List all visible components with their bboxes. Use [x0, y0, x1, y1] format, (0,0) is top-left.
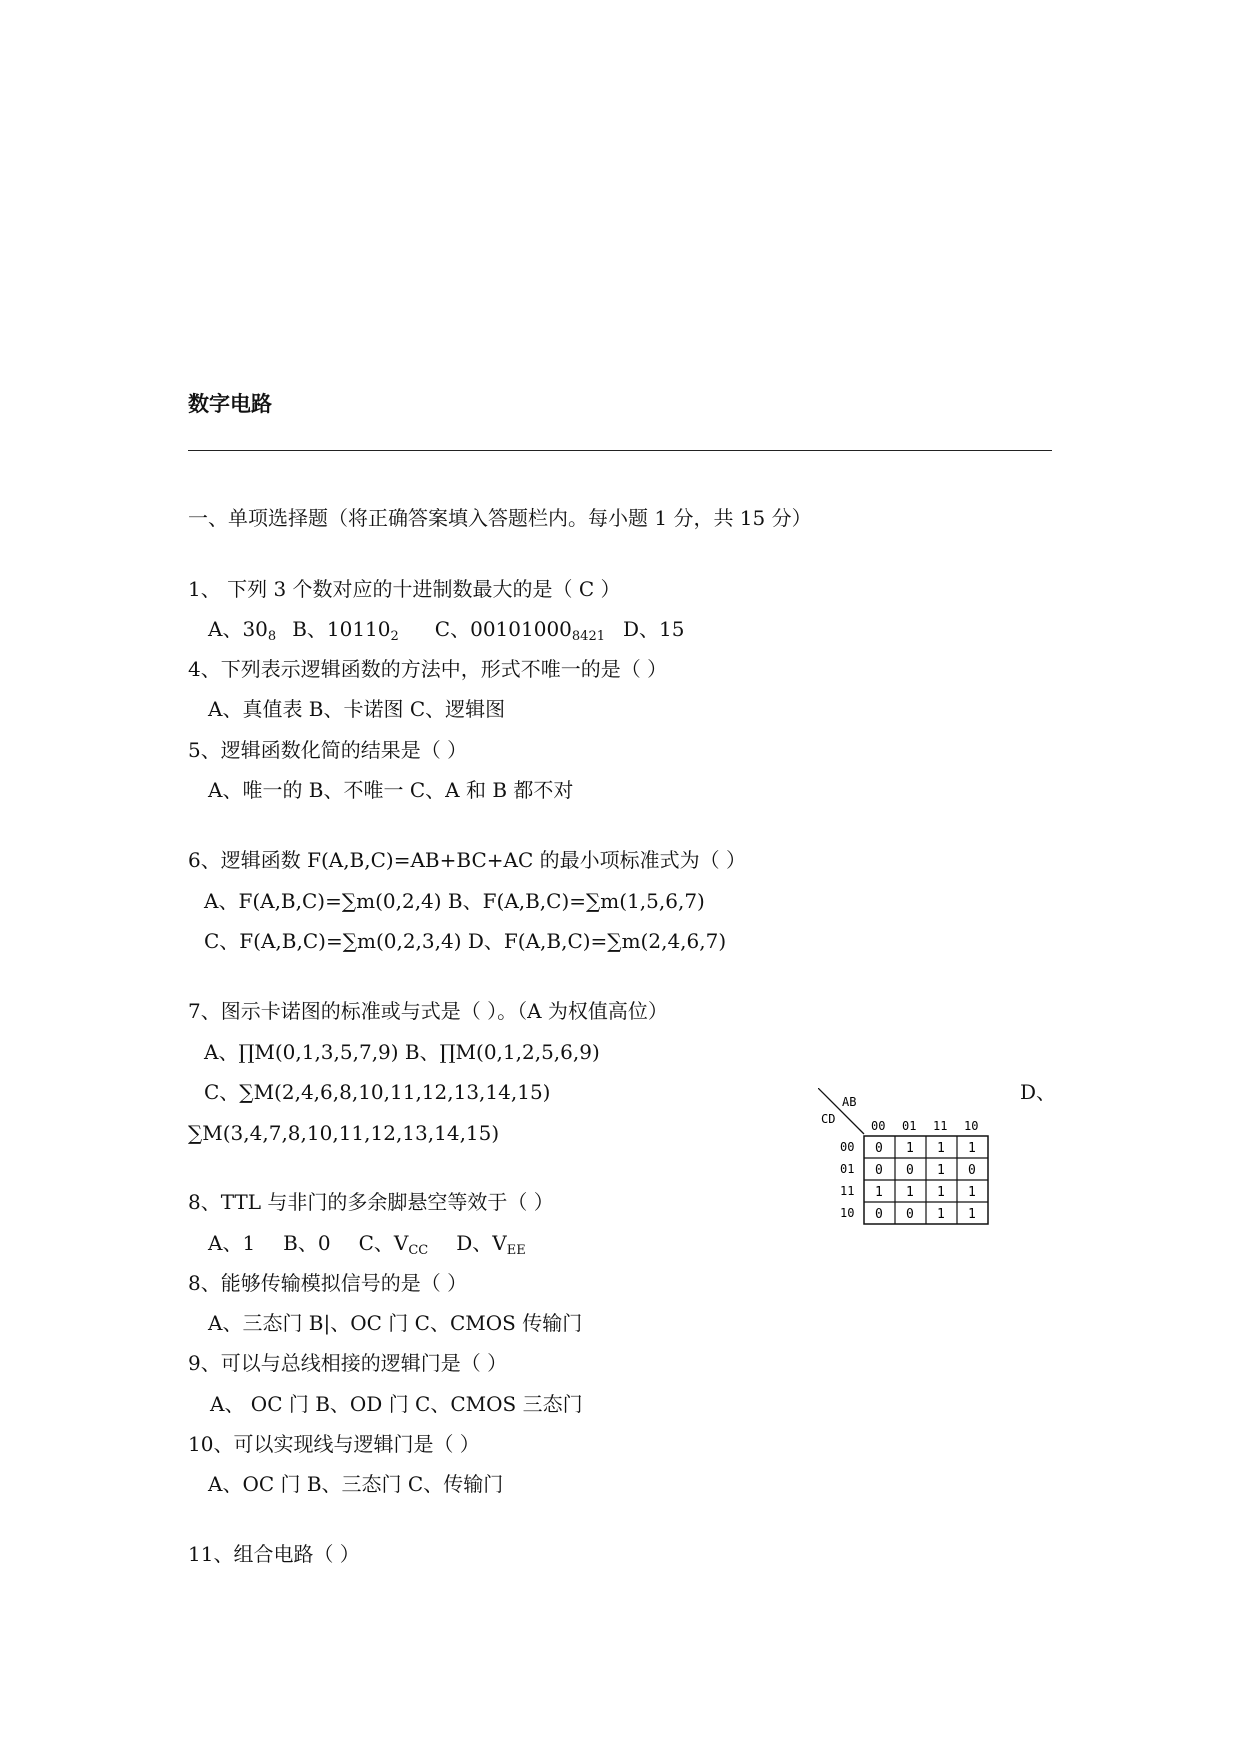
option-b: B、0 — [283, 1231, 331, 1255]
question-5-options: A、唯一的 B、不唯一 C、A 和 B 都不对 — [208, 778, 574, 802]
option-d: D、$V_{EE}$ — [456, 1231, 526, 1258]
question-4-options: A、真值表 B、卡诺图 C、逻辑图 — [208, 697, 506, 721]
option-a: A、$30_8$ — [208, 617, 277, 644]
question-1-stem: 1、 下列 3 个数对应的十进制数最大的是（ C ） — [188, 577, 621, 601]
question-4-stem: 4、下列表示逻辑函数的方法中，形式不唯一的是（ ） — [188, 657, 668, 681]
kmap-cell-value: 0 — [875, 1163, 883, 1178]
kmap-col-header: 11 — [933, 1119, 948, 1133]
question-8a-stem: 8、TTL 与非门的多余脚悬空等效于（ ） — [188, 1190, 554, 1214]
kmap-row-header: 11 — [840, 1184, 855, 1198]
kmap-row-header: 01 — [840, 1162, 855, 1176]
kmap-cell-value: 1 — [906, 1141, 914, 1156]
option-c: C、$00101000_{8421}$ — [434, 617, 605, 644]
question-8a-options — [208, 1231, 526, 1258]
question-6-options-1: A、F(A,B,C)=∑m(0,2,4) B、F(A,B,C)=∑m(1,5,6,7) — [204, 889, 705, 913]
question-9-options: A、 OC 门 B、OD 门 C、CMOS 三态门 — [210, 1392, 583, 1416]
question-9-stem: 9、可以与总线相接的逻辑门是（ ） — [188, 1351, 508, 1375]
kmap-cell-value: 0 — [875, 1207, 883, 1222]
kmap-col-header: 10 — [964, 1119, 979, 1133]
kmap-col-var: AB — [842, 1095, 857, 1109]
kmap-cell-value: 1 — [968, 1207, 976, 1222]
kmap-col-header: 00 — [871, 1119, 886, 1133]
kmap-cell-value: 1 — [937, 1163, 945, 1178]
kmap-row-var: CD — [821, 1112, 836, 1126]
kmap-cell-value: 1 — [968, 1185, 976, 1200]
question-11-stem: 11、组合电路（ ） — [188, 1542, 360, 1566]
kmap-cell-value: 0 — [906, 1163, 914, 1178]
question-6-options-2: C、F(A,B,C)=∑m(0,2,3,4) D、F(A,B,C)=∑m(2,4,6,7) — [204, 929, 727, 953]
kmap-cell-value: 1 — [937, 1207, 945, 1222]
kmap-cell-value: 0 — [875, 1141, 883, 1156]
question-6-stem: 6、逻辑函数 F(A,B,C)=AB+BC+AC 的最小项标准式为（ ） — [188, 848, 746, 872]
page-title: 数字电路 — [188, 392, 272, 416]
question-7-stem: 7、图示卡诺图的标准或与式是（ ）。（A 为权值高位） — [188, 999, 668, 1023]
question-7-options-1: A、∏M(0,1,3,5,7,9) B、∏M(0,1,2,5,6,9) — [204, 1040, 600, 1064]
option-c: C、$V_{CC}$ — [358, 1231, 429, 1258]
question-7-options-2: C、∑M(2,4,6,8,10,11,12,13,14,15) — [204, 1080, 551, 1104]
karnaugh-map — [818, 1088, 1008, 1228]
question-8b-options: A、三态门 B|、OC 门 C、CMOS 传输门 — [208, 1311, 583, 1335]
option-d: D、15 — [623, 617, 685, 641]
kmap-cell-value: 1 — [906, 1185, 914, 1200]
title-divider — [188, 450, 1052, 451]
question-7-option-d: ∑M(3,4,7,8,10,11,12,13,14,15) — [188, 1121, 500, 1145]
option-a: A、1 — [208, 1231, 256, 1255]
question-5-stem: 5、逻辑函数化简的结果是（ ） — [188, 738, 468, 762]
question-7-option-d-label: D、 — [1020, 1080, 1057, 1104]
section-heading: 一、单项选择题（将正确答案填入答题栏内。每小题 1 分，共 15 分） — [188, 506, 812, 530]
kmap-corner-diagonal — [818, 1088, 864, 1134]
question-8b-stem: 8、能够传输模拟信号的是（ ） — [188, 1271, 468, 1295]
kmap-cell-value: 1 — [875, 1185, 883, 1200]
question-10-options: A、OC 门 B、三态门 C、传输门 — [208, 1472, 504, 1496]
kmap-row-header: 00 — [840, 1140, 855, 1154]
question-10-stem: 10、可以实现线与逻辑门是（ ） — [188, 1432, 480, 1456]
kmap-cell-value: 0 — [968, 1163, 976, 1178]
option-b: B、$10110_2$ — [292, 617, 399, 644]
question-1-options — [208, 617, 685, 644]
kmap-cell-value: 1 — [968, 1141, 976, 1156]
kmap-cell-value: 0 — [906, 1207, 914, 1222]
kmap-col-header: 01 — [902, 1119, 917, 1133]
kmap-cell-value: 1 — [937, 1185, 945, 1200]
kmap-row-header: 10 — [840, 1206, 855, 1220]
kmap-cell-value: 1 — [937, 1141, 945, 1156]
